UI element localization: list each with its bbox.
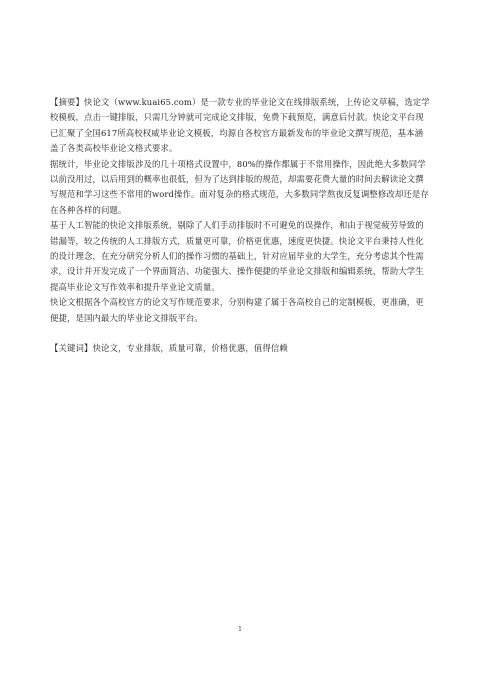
template-description-paragraph: 快论文根据各个高校官方的论文写作规范要求，分别构建了属于各高校自己的定制模板，更准确，更便捷，是国内最大的毕业论文排版平台。: [50, 297, 424, 323]
statistics-paragraph: 据统计，毕业论文排版涉及的几十项格式设置中，80%的操作都属于不常用操作，因此绝大多数同学以前没用过，以后用到的概率也很低，但为了达到排版的规范，却需要花费大量的时间去解读论文撰写规范和学习这些不常用的word操作。面对复杂的格式规范，大多数同学熬夜反复调整修改却还是存在各种各样的问题。: [50, 158, 429, 215]
paragraph-spacer: [50, 326, 430, 341]
abstract-paragraph: 【摘要】快论文（www.kuai65.com）是一款专业的毕业论文在线排版系统，上传论文草稿，选定学校模板，点击一键排版，只需几分钟就可完成论文排版，免费下载预览，满意后付款。快论文平台现已汇聚了全国617所高校权威毕业论文模板，均源自各校官方最新发布的毕业论文撰写规范，基本涵盖了各类高校毕业论文格式要求。: [50, 97, 430, 154]
page-number: 1: [238, 626, 242, 633]
system-description-paragraph: 基于人工智能的快论文排版系统，剔除了人们手动排版时不可避免的误操作，和由于视觉疲劳导致的错漏等，较之传统的人工排版方式，质量更可靠，价格更优惠，速度更快捷。快论文平台秉持人性化的设计理念，在充分研究分析人们的操作习惯的基础上，针对应届毕业的大学生，充分考虑其个性需求，设计并开发完成了一个界面简洁、功能强大、操作便捷的毕业论文排版和编辑系统，帮助大学生提高毕业论文写作效率和提升毕业论文质量。: [50, 220, 424, 292]
document-body: [50, 95, 430, 357]
keywords-line: 【关键词】快论文，专业排版，质量可靠，价格优惠，值得信赖: [50, 343, 288, 354]
